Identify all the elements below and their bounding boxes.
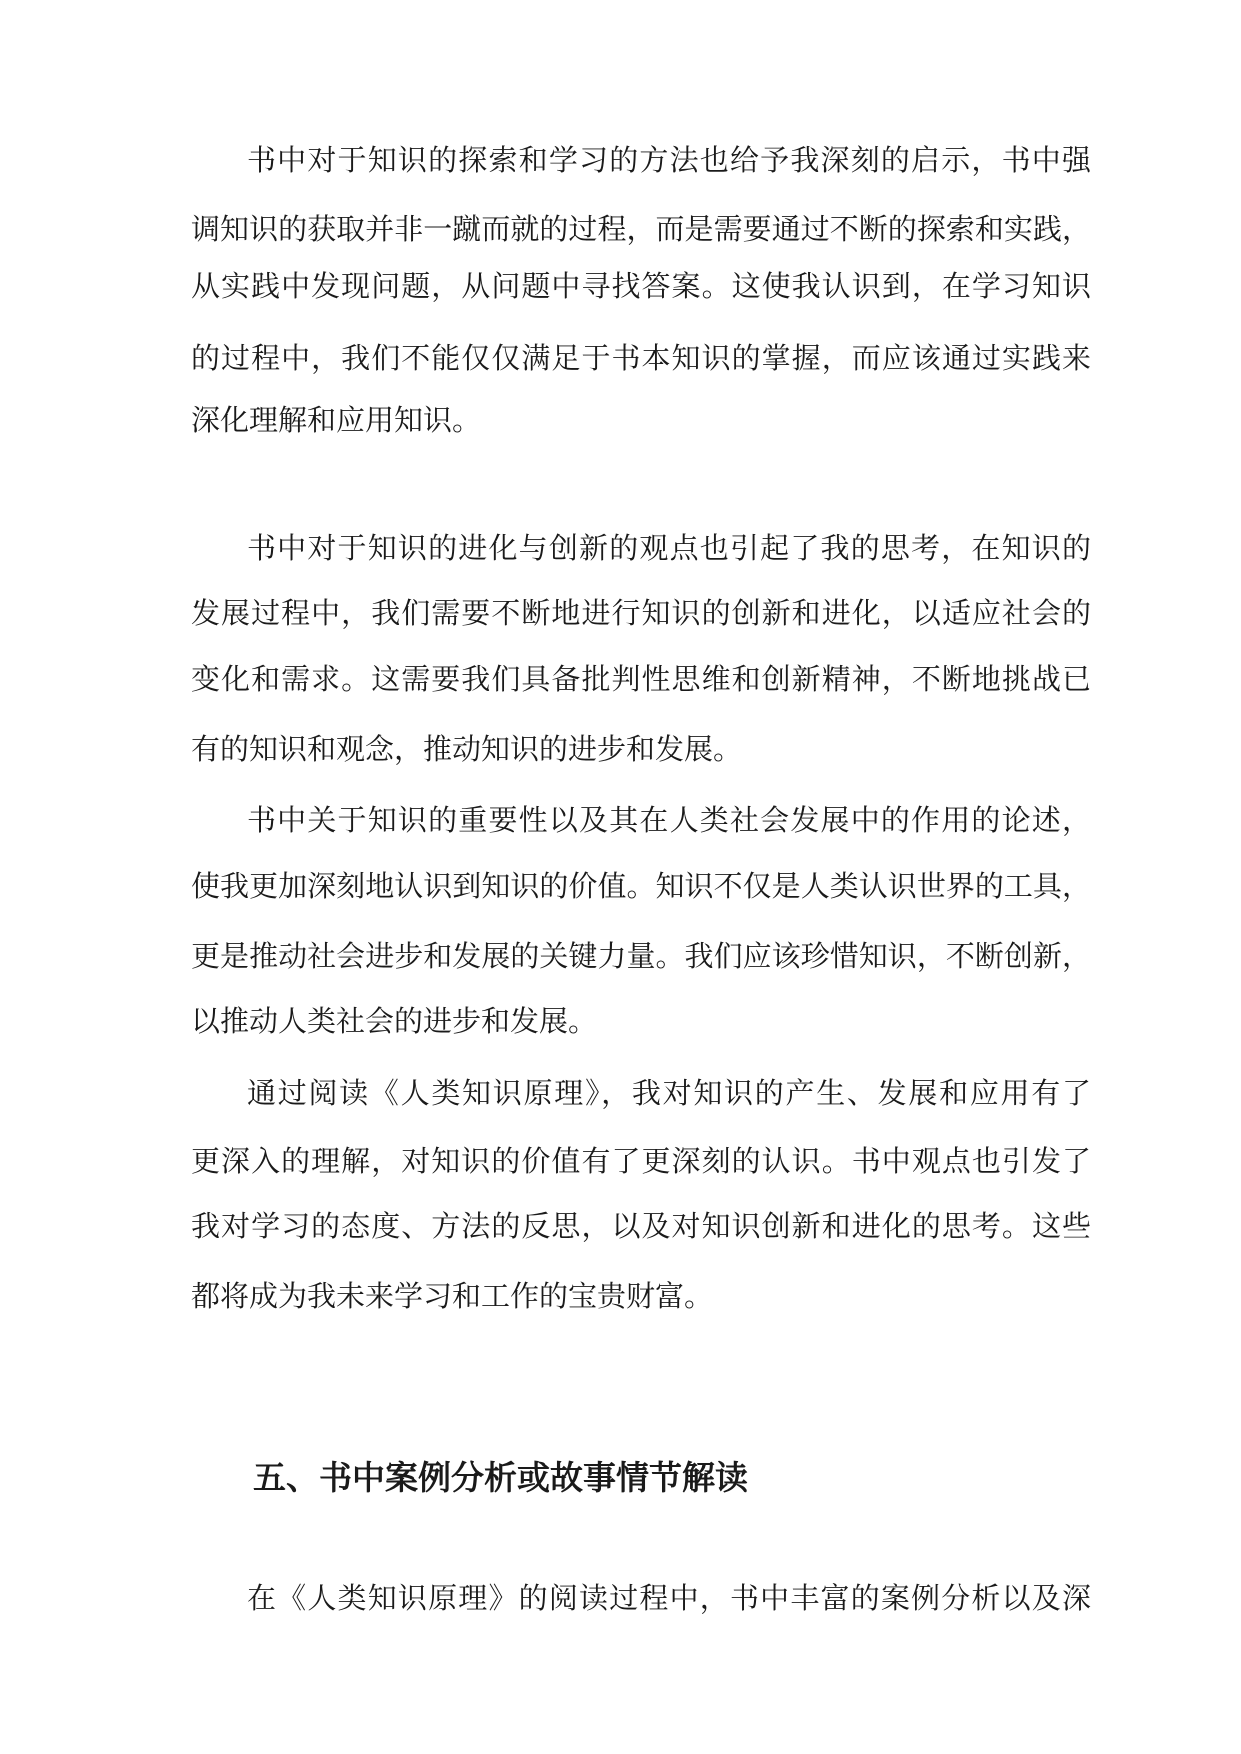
paragraph-line: 更是推动社会进步和发展的关键力量。我们应该珍惜知识，不断创新，	[191, 939, 1091, 973]
paragraph-line: 更深入的理解，对知识的价值有了更深刻的认识。书中观点也引发了	[191, 1144, 1091, 1178]
paragraph-line: 的过程中，我们不能仅仅满足于书本知识的掌握，而应该通过实践来	[191, 341, 1091, 375]
paragraph-line: 发展过程中，我们需要不断地进行知识的创新和进化，以适应社会的	[191, 596, 1091, 630]
section-heading: 五、书中案例分析或故事情节解读	[253, 1458, 748, 1497]
paragraph-line: 使我更加深刻地认识到知识的价值。知识不仅是人类认识世界的工具，	[191, 869, 1091, 903]
paragraph-line: 以推动人类社会的进步和发展。	[191, 1004, 598, 1038]
paragraph-line: 在《人类知识原理》的阅读过程中，书中丰富的案例分析以及深	[247, 1581, 1091, 1615]
paragraph-line: 我对学习的态度、方法的反思，以及对知识创新和进化的思考。这些	[191, 1209, 1091, 1243]
paragraph-line: 书中对于知识的探索和学习的方法也给予我深刻的启示，书中强	[247, 143, 1091, 177]
paragraph-line: 有的知识和观念，推动知识的进步和发展。	[191, 732, 743, 766]
paragraph-line: 调知识的获取并非一蹴而就的过程，而是需要通过不断的探索和实践，	[191, 212, 1091, 246]
paragraph-line: 变化和需求。这需要我们具备批判性思维和创新精神，不断地挑战已	[191, 662, 1091, 696]
paragraph-line: 深化理解和应用知识。	[191, 403, 482, 437]
paragraph-line: 从实践中发现问题，从问题中寻找答案。这使我认识到，在学习知识	[191, 269, 1091, 303]
paragraph-line: 书中关于知识的重要性以及其在人类社会发展中的作用的论述，	[247, 803, 1091, 837]
paragraph-line: 通过阅读《人类知识原理》，我对知识的产生、发展和应用有了	[247, 1076, 1091, 1110]
paragraph-line: 书中对于知识的进化与创新的观点也引起了我的思考，在知识的	[247, 531, 1091, 565]
paragraph-line: 都将成为我未来学习和工作的宝贵财富。	[191, 1279, 714, 1313]
